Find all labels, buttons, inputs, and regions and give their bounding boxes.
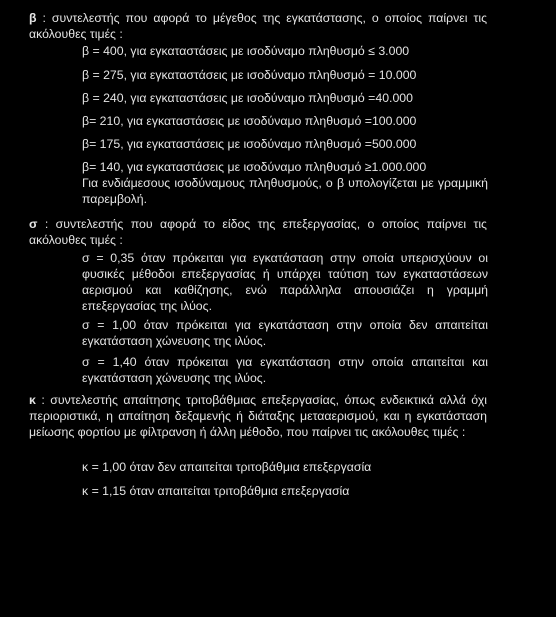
sigma-value-item: σ = 1,40 όταν πρόκειται για εγκατάσταση στην οποία απαιτείται και εγκατάσταση χώνευσης της ιλύος. — [82, 355, 488, 385]
kappa-definition — [29, 392, 487, 440]
beta-value-item: β = 400, για εγκαταστάσεις με ισοδύναμο πληθυσμό ≤ 3.000 — [82, 44, 410, 58]
sigma-intro: : συντελεστής που αφορά το είδος της επεξεργασίας, ο οποίος παίρνει τις ακόλουθες τιμές : — [29, 217, 487, 247]
kappa-value-item: κ = 1,00 όταν δεν απαιτείται τριτοβάθμια επεξεργασία — [82, 460, 372, 474]
beta-value-item: β= 175, για εγκαταστάσεις με ισοδύναμο πληθυσμό =500.000 — [82, 137, 417, 151]
sigma-value-item: σ = 0,35 όταν πρόκειται για εγκατάσταση στην οποία υπερισχύουν οι φυσικές μέθοδοι επεξεργασίας ή υπάρχει ταύτιση των εγκαταστάσεων αερισμού και καθίζησης, ενώ παράλληλα απουσιάζει η γραμμή επεξεργασίας της ιλύος. — [82, 251, 488, 313]
kappa-intro: : συντελεστής απαίτησης τριτοβάθμιας επεξεργασίας, όπως ενδεικτικά αλλά όχι περιοριστικά, η απαίτηση δεξαμενής ή διάταξης μετααερισμού, και η εγκατάσταση μείωσης φορτίου με φίλτρανση ή άλλη μέθοδο, που παίρνει τις ακόλουθες τιμές : — [29, 393, 487, 439]
beta-value-item: β = 275, για εγκαταστάσεις με ισοδύναμο πληθυσμό = 10.000 — [82, 68, 417, 82]
beta-interpolation-note: Για ενδιάμεσους ισοδύναμους πληθυσμούς, ο β υπολογίζεται με γραμμική παρεμβολή. — [82, 176, 488, 206]
beta-symbol: β — [29, 11, 37, 25]
beta-definition — [29, 10, 487, 42]
sigma-symbol: σ — [29, 217, 38, 231]
beta-value-item: β= 210, για εγκαταστάσεις με ισοδύναμο πληθυσμό =100.000 — [82, 114, 417, 128]
kappa-symbol: κ — [29, 393, 36, 407]
kappa-value-item: κ = 1,15 όταν απαιτείται τριτοβάθμια επεξεργασία — [82, 484, 350, 498]
sigma-definition — [29, 216, 487, 248]
beta-value-item: β = 240, για εγκαταστάσεις με ισοδύναμο πληθυσμό =40.000 — [82, 91, 413, 105]
beta-value-item: β= 140, για εγκαταστάσεις με ισοδύναμο πληθυσμό ≥1.000.000 — [82, 160, 427, 174]
beta-intro: : συντελεστής που αφορά το μέγεθος της εγκατάστασης, ο οποίος παίρνει τις ακόλουθες τιμές : — [29, 11, 487, 41]
sigma-value-item: σ = 1,00 όταν πρόκειται για εγκατάσταση στην οποία δεν απαιτείται εγκατάσταση χώνευσης της ιλύος. — [82, 318, 488, 348]
